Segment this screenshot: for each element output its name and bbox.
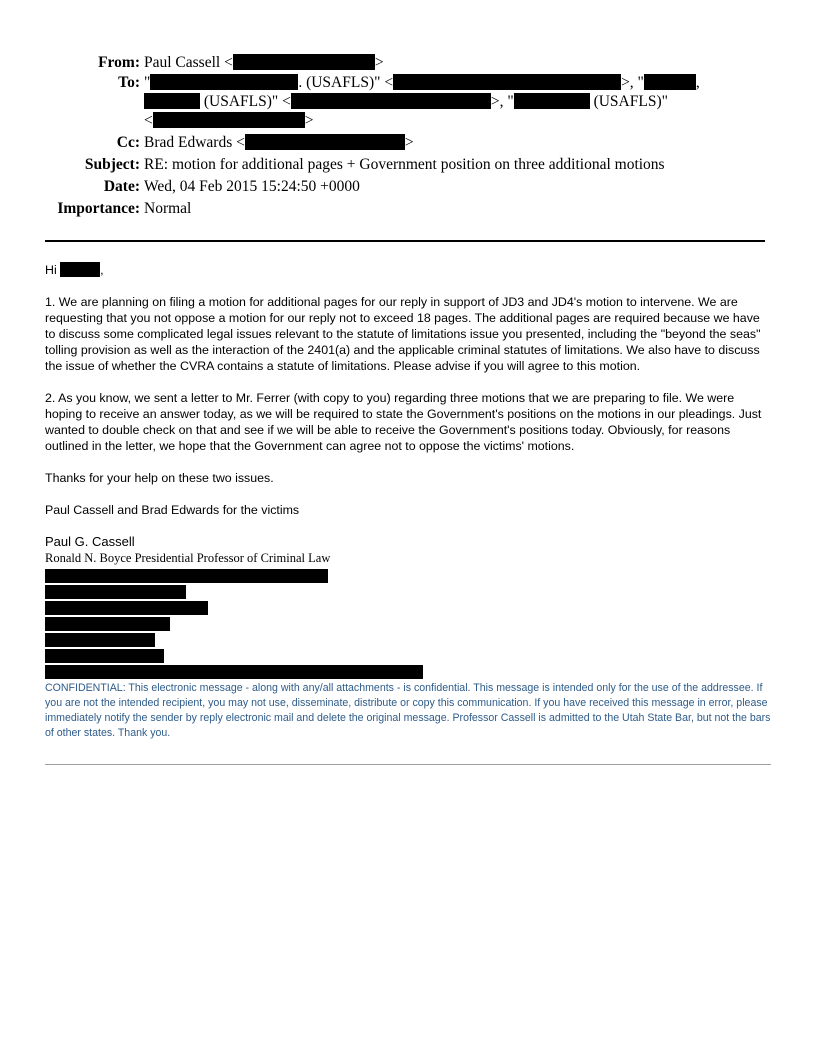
footer-divider (45, 764, 771, 765)
to-text: > (304, 112, 314, 129)
importance-row (0, 199, 816, 218)
paragraph-2: 2. As you know, we sent a letter to Mr. Ferrer (with copy to you) regarding three motions that we are preparing to file. We were hoping to receive an answer today, as we will be required to state the Government's positions on the motions in our pleadings. Just wanted to double check on that and see if we will be able to receive the Government's positions today. Obviously, for reasons outlined in the letter, we hope that the Government can agree not to oppose the victims' motions. (45, 391, 762, 453)
to-label: To: (118, 74, 140, 91)
cc-end: > (404, 134, 414, 151)
redaction-block (45, 601, 208, 615)
to-text: >, " (490, 93, 514, 110)
signature-name: Paul G. Cassell (45, 534, 135, 549)
redaction-block (144, 93, 200, 109)
redaction-block (45, 569, 328, 583)
date-row (0, 177, 816, 196)
to-text: (USAFLS)" (589, 93, 668, 110)
from-label: From: (98, 54, 140, 71)
cc-row (0, 133, 816, 152)
redaction-block (291, 93, 491, 109)
to-text: , (695, 74, 700, 91)
to-text: . (USAFLS)" < (298, 74, 394, 91)
to-text: >, " (621, 74, 644, 91)
redaction-block (393, 74, 621, 90)
importance-value: Normal (144, 200, 192, 217)
cc-name: Brad Edwards < (144, 134, 245, 151)
thanks-line: Thanks for your help on these two issues. (45, 471, 274, 485)
paragraph-1: 1. We are planning on filing a motion for additional pages for our reply in support of JD3 and JD4's motion to intervene. We are requesting that you not oppose a motion for our reply not to exceed 18 pages. The additional pages are required because we have to discuss some complicated legal issues relevant to the statute of limitations issue you presented, including the "beyond the seas" tolling provision as well as the interaction of the 2401(a) and the applicable criminal statutes of limitations. We also have to discuss the issue of whether the CVRA contains a statute of limitations. Please advise if you will agree to this motion. (45, 295, 761, 373)
subject-row (0, 155, 816, 174)
from-row (0, 53, 816, 72)
redaction-block (150, 74, 298, 90)
greeting: Hi , (45, 263, 104, 277)
email-body (45, 262, 773, 741)
redaction-block (60, 262, 100, 277)
subject-label: Subject: (84, 156, 140, 173)
redaction-block (245, 134, 405, 150)
redaction-block (45, 665, 423, 679)
redaction-block (45, 617, 170, 631)
to-text: " (144, 74, 151, 91)
redaction-block (45, 585, 186, 599)
redaction-block (45, 633, 155, 647)
email-header (0, 53, 816, 218)
importance-label: Importance: (57, 200, 140, 217)
confidentiality-notice: CONFIDENTIAL: This electronic message - along with any/all attachments - is confidential. This message is intended only for the use of the addressee. If you are not the intended recipient, you may not use, disseminate, distribute or copy this communication. If you have received this message in error, please immediately notify the sender by reply electronic mail and delete the original message. Professor Cassell is admitted to the Utah State Bar, but not the bars of other states. Thank you. (45, 682, 771, 739)
redaction-block (644, 74, 696, 90)
redaction-block (233, 54, 375, 70)
date-label: Date: (103, 178, 140, 195)
from-end: > (374, 54, 384, 71)
signature-title: Ronald N. Boyce Presidential Professor of Criminal Law (45, 551, 331, 565)
redaction-block (45, 649, 164, 663)
redaction-block (153, 112, 305, 128)
redaction-block (514, 93, 590, 109)
cc-label: Cc: (116, 134, 140, 151)
subject-value: RE: motion for additional pages + Government position on three additional motions (144, 156, 665, 173)
to-row (0, 73, 816, 130)
header-divider (45, 240, 765, 242)
date-value: Wed, 04 Feb 2015 15:24:50 +0000 (144, 178, 360, 195)
signoff-line: Paul Cassell and Brad Edwards for the victims (45, 503, 300, 517)
to-text: (USAFLS)" < (200, 93, 291, 110)
from-name: Paul Cassell < (144, 54, 233, 71)
to-text: < (144, 112, 153, 129)
